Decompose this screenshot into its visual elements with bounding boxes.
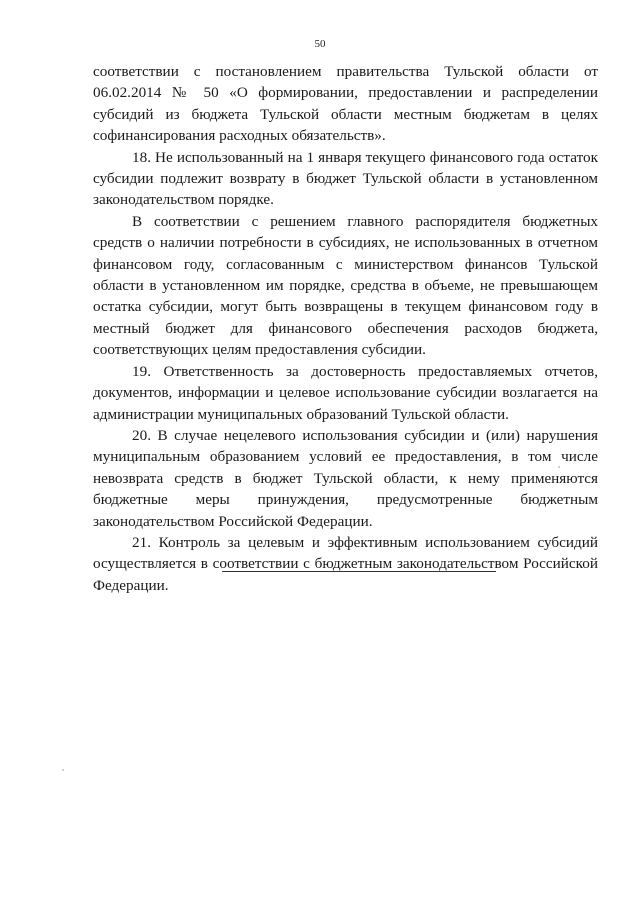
paragraph-item-18: 18. Не использованный на 1 января текущего финансового года остаток субсидии подлежит возврату в бюджет Тульской области в установленном законодательством порядке. [93, 148, 598, 209]
paragraph-item-21: 21. Контроль за целевым и эффективным использованием субсидий осуществляется в соответствии с бюджетным законодательством Российской Федерации. [93, 533, 598, 594]
paragraph-item-18-continuation: В соответствии с решением главного распорядителя бюджетных средств о наличии потребности в субсидиях, не использованных в отчетном финансовом году, согласованным с министерством финансов Тульской области в установленном им порядке, средства в объеме, не превышающем остатка субсидии, могут быть возвращены в текущем финансовом году в местный бюджет для финансового обеспечения расходов бюджета, соответствующих целям предоставления субсидии. [93, 212, 598, 359]
end-of-text-rule [222, 571, 496, 572]
page-number: 50 [314, 38, 326, 50]
scan-speck [558, 466, 560, 468]
paragraph-item-20: 20. В случае нецелевого использования субсидии и (или) нарушения муниципальным образованием условий ее предоставления, в том числе невозврата средств в бюджет Тульской области, к нему применяются бюджетные меры принуждения, предусмотренные бюджетным законодательством Российской Федерации. [93, 426, 598, 530]
scan-speck [62, 769, 64, 771]
paragraph-item-19: 19. Ответственность за достоверность предоставляемых отчетов, документов, информации и целевое использование субсидии возлагается на администрации муниципальных образований Тульской области. [93, 362, 598, 423]
document-body [93, 61, 598, 596]
paragraph-continuation: соответствии с постановлением правительства Тульской области от 06.02.2014 № 50 «О формировании, предоставлении и распределении субсидий из бюджета Тульской области местным бюджетам в целях софинансирования расходных обязательств». [93, 63, 598, 145]
